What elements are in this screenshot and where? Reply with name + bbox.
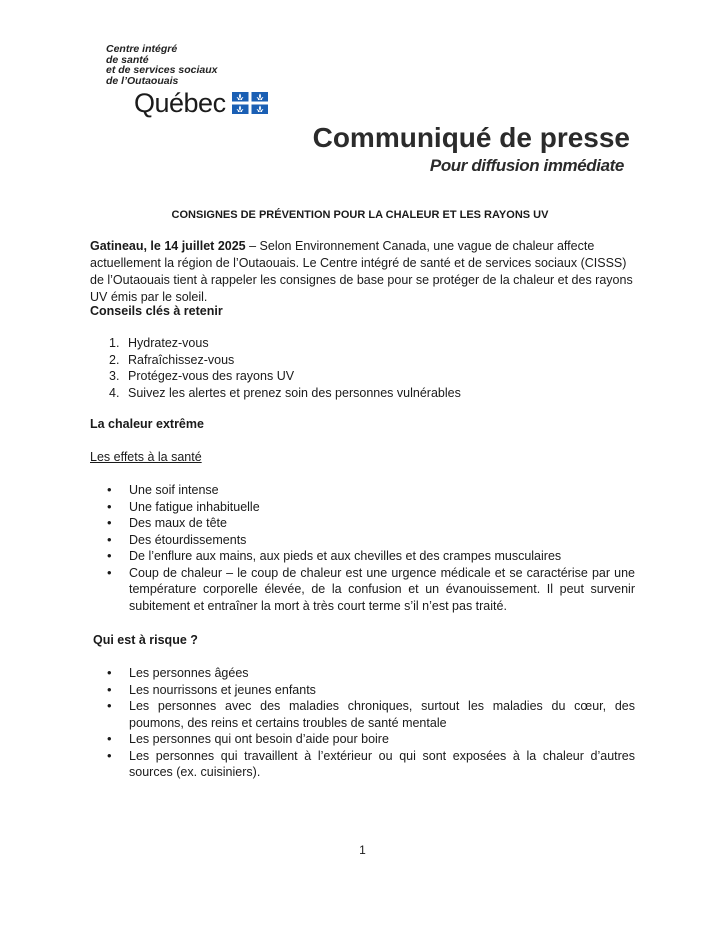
at-risk-heading: Qui est à risque ? [93,633,198,647]
press-release-title: Communiqué de presse [312,122,630,153]
list-item: Suivez les alertes et prenez soin des personnes vulnérables [128,385,461,400]
quebec-wordmark: Québec [134,88,226,118]
list-item: Hydratez-vous [128,336,209,350]
at-risk-list [90,665,635,781]
list-item: • Une fatigue inhabituelle [129,499,635,516]
cisss-outaouais-logo [106,44,268,116]
list-item: • Des étourdissements [129,532,635,549]
tips-list [90,335,633,401]
org-name-line-2: de santé [106,53,149,66]
health-effects-list [90,482,635,614]
release-subtitle: Pour diffusion immédiate [429,156,624,175]
org-name-line-4: de l’Outaouais [106,74,179,87]
list-item: • Les personnes qui ont besoin d’aide pour boire [129,731,635,748]
list-item: • Des maux de tête [129,515,635,532]
list-item: Protégez-vous des rayons UV [128,369,295,383]
list-item: • Les personnes qui travaillent à l’extérieur ou qui sont exposées à la chaleur d’autres sources (ex. cuisiniers). [129,748,635,781]
list-item: • De l’enflure aux mains, aux pieds et aux chevilles et des crampes musculaires [129,548,635,565]
org-name-line-3: et de services sociaux [106,64,218,76]
list-item: • Les personnes âgées [129,665,635,682]
list-item: • Les nourrissons et jeunes enfants [129,682,635,699]
list-item: • Coup de chaleur – le coup de chaleur est une urgence médicale et se caractérise par une température corporelle élevée, de la confusion et un évanouissement. Il peut survenir subitement et entraîner la mort à très court terme s’il n’est pas traité. [129,565,635,615]
document-title: CONSIGNES DE PRÉVENTION POUR LA CHALEUR ET LES RAYONS UV [171,209,549,221]
org-name-line-1: Centre intégré [106,43,178,55]
page-number: 1 [359,843,366,857]
tips-heading: Conseils clés à retenir [90,304,223,318]
list-item: • Les personnes avec des maladies chroniques, surtout les maladies du cœur, des poumons, des reins et certains troubles de santé mentale [129,698,635,731]
health-effects-subheading: Les effets à la santé [90,450,202,464]
intro-paragraph [90,238,633,306]
list-item: Rafraîchissez-vous [128,352,235,367]
fleur-de-lis-flag-icon [232,92,268,114]
list-item: • Une soif intense [129,482,635,499]
dateline: Gatineau, le 14 juillet 2025 [90,239,246,253]
extreme-heat-heading: La chaleur extrême [90,417,204,431]
intro-text: – Selon Environnement Canada, une vague de chaleur affecte actuellement la région de l’Outaouais. Le Centre intégré de santé et de services sociaux (CISSS) de l’Outaouais tient à rappeler les consignes de base pour se protéger de la chaleur et des rayons UV émis par le soleil. [90,239,633,304]
